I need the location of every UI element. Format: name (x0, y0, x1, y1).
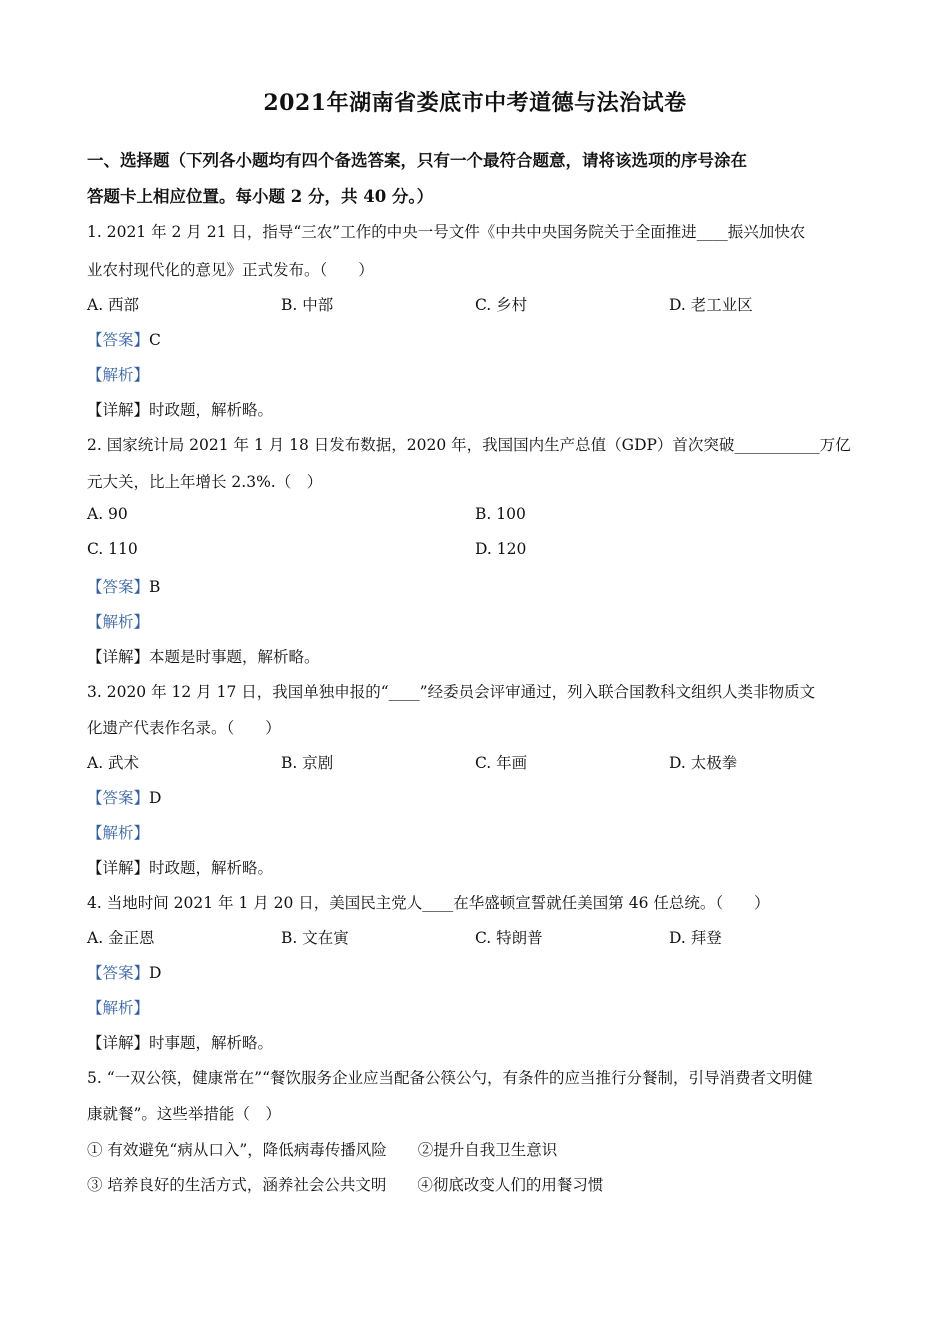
q4-stem-line1: 4. 当地时间 2021 年 1 月 20 日，美国民主党人____在华盛顿宣誓就任美国第 46 任总统。（ ） (87, 894, 770, 912)
q3-option-d: D. 太极拳 (669, 754, 738, 772)
q5-stem-line1: 5. “一双公筷，健康常在”“餐饮服务企业应当配备公筷公勺，有条件的应当推行分餐制，引导消费者文明健 (87, 1069, 813, 1087)
q4-answer (87, 961, 161, 983)
q2-detail-text: 本题是时事题，解析略。 (149, 648, 320, 666)
q3-stem-line2: 化遗产代表作名录。（ ） (87, 719, 281, 737)
q1-option-b: B. 中部 (281, 296, 334, 314)
q1-detail-text: 时政题，解析略。 (149, 401, 274, 419)
q1-option-c: C. 乡村 (475, 296, 528, 314)
q2-option-b: B. 100 (475, 505, 526, 523)
q4-option-a: A. 金正恩 (87, 929, 155, 947)
answer-label: 【答案】 (87, 964, 150, 982)
detail-label: 【详解】 (87, 648, 150, 666)
q4-answer-value: D (149, 964, 162, 982)
answer-label: 【答案】 (87, 331, 150, 349)
q4-option-d: D. 拜登 (669, 929, 722, 947)
q1-answer-value: C (149, 331, 161, 349)
q1-answer (87, 328, 161, 350)
q3-option-a: A. 武术 (87, 754, 140, 772)
q3-option-c: C. 年画 (475, 754, 528, 772)
q3-answer (87, 786, 161, 808)
q4-option-b: B. 文在寅 (281, 929, 349, 947)
q1-stem-line2: 业农村现代化的意见》正式发布。（ ） (87, 261, 374, 279)
q5-choice-3-4: ③ 培养良好的生活方式，涵养社会公共文明 ④彻底改变人们的用餐习惯 (87, 1176, 604, 1194)
q4-detail (87, 1031, 273, 1053)
q3-option-b: B. 京剧 (281, 754, 334, 772)
q1-detail (87, 398, 273, 420)
q2-option-a: A. 90 (87, 505, 128, 523)
q2-option-d: D. 120 (475, 540, 527, 558)
q2-stem-line2: 元大关，比上年增长 2.3%.（ ） (87, 473, 323, 491)
q4-analysis-label: 【解析】 (87, 999, 150, 1017)
q3-detail (87, 856, 273, 878)
q1-option-d: D. 老工业区 (669, 296, 753, 314)
q5-choice-1-2: ① 有效避免“病从口入”，降低病毒传播风险 ②提升自我卫生意识 (87, 1141, 558, 1159)
q2-answer (87, 575, 160, 597)
detail-label: 【详解】 (87, 401, 150, 419)
q3-stem-line1: 3. 2020 年 12 月 17 日，我国单独申报的“____”经委员会评审通过，列入联合国教科文组织人类非物质文 (87, 683, 816, 701)
q2-option-c: C. 110 (87, 540, 138, 558)
q3-answer-value: D (149, 789, 162, 807)
detail-label: 【详解】 (87, 1034, 150, 1052)
q1-stem-line1: 1. 2021 年 2 月 21 日，指导“三农”工作的中央一号文件《中共中央国务院关于全面推进____振兴加快农 (87, 223, 806, 241)
q5-stem-line2: 康就餐”。这些举措能（ ） (87, 1105, 281, 1123)
section-heading-line1: 一、选择题（下列各小题均有四个备选答案，只有一个最符合题意，请将该选项的序号涂在 (87, 151, 747, 170)
q4-detail-text: 时事题，解析略。 (149, 1034, 274, 1052)
detail-label: 【详解】 (87, 859, 150, 877)
answer-label: 【答案】 (87, 578, 150, 596)
q2-stem-line1: 2. 国家统计局 2021 年 1 月 18 日发布数据，2020 年，我国国内生产总值（GDP）首次突破___________万亿 (87, 436, 851, 454)
q1-analysis-label: 【解析】 (87, 366, 150, 384)
answer-label: 【答案】 (87, 789, 150, 807)
q3-analysis-label: 【解析】 (87, 824, 150, 842)
q4-option-c: C. 特朗普 (475, 929, 543, 947)
page-title: 2021年湖南省娄底市中考道德与法治试卷 (263, 90, 687, 116)
q3-detail-text: 时政题，解析略。 (149, 859, 274, 877)
q2-detail (87, 645, 320, 667)
section-heading-line2: 答题卡上相应位置。每小题 2 分，共 40 分。） (87, 187, 434, 206)
q1-option-a: A. 西部 (87, 296, 140, 314)
q2-analysis-label: 【解析】 (87, 613, 150, 631)
q2-answer-value: B (149, 578, 161, 596)
